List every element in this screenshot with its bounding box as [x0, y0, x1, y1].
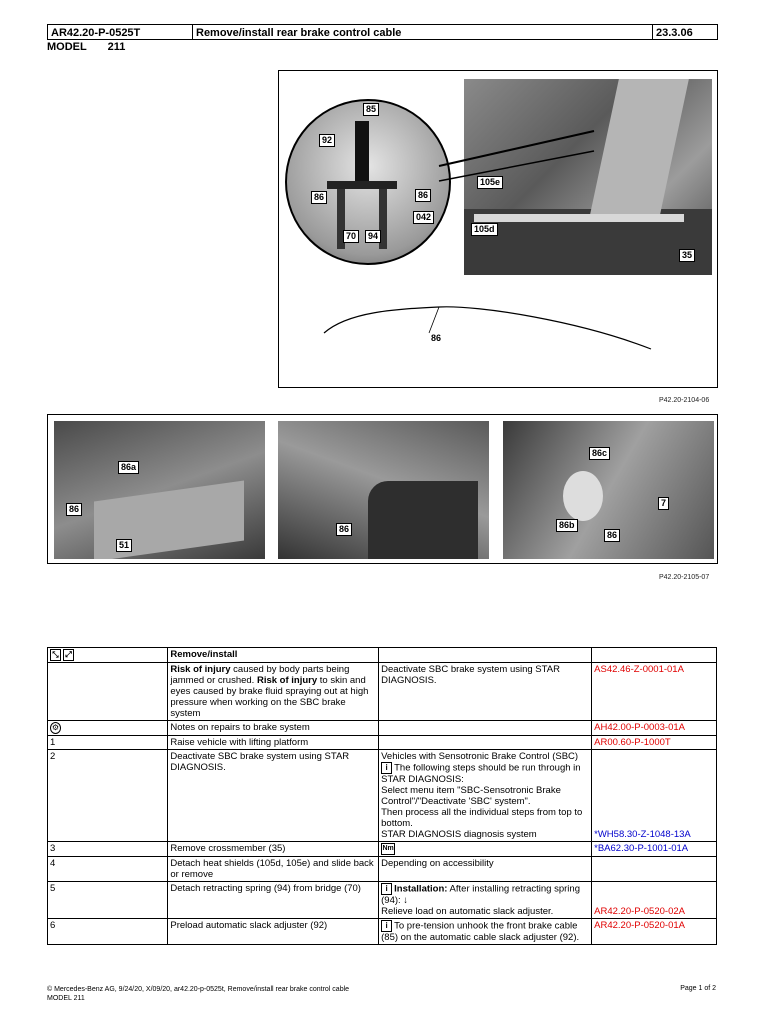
step-note	[379, 842, 592, 857]
step-note: i Installation: After installing retracting spring (94): ↓ Relieve load on automatic slack adjuster.	[379, 882, 592, 919]
steps-table	[47, 647, 717, 945]
step-description: Notes on repairs to brake system	[168, 721, 379, 736]
model-label: MODEL	[47, 41, 87, 53]
step-note: Deactivate SBC brake system using STAR DIAGNOSIS.	[379, 663, 592, 721]
step-reference-link[interactable]: AR42.20-P-0520-02A	[592, 882, 717, 919]
photo-middle	[278, 421, 489, 559]
step-description: Detach retracting spring (94) from bridge (70)	[168, 882, 379, 919]
table-row	[48, 750, 717, 842]
step-number: 4	[48, 857, 168, 882]
callout-105d: 105d	[471, 223, 498, 236]
footer	[47, 985, 349, 1003]
callout-86a: 86a	[118, 461, 139, 474]
figure-1-ref: P42.20-2104-06	[659, 397, 710, 404]
install-icon: ⤢	[63, 649, 74, 661]
model-line	[47, 41, 125, 53]
callout-86-right: 86	[415, 189, 431, 202]
table-row	[48, 842, 717, 857]
callout-86-fig2-right: 86	[604, 529, 620, 542]
callout-51: 51	[116, 539, 132, 552]
figure-1	[278, 70, 718, 388]
step-description: Deactivate SBC brake system using STAR DIAGNOSIS.	[168, 750, 379, 842]
notes-icon: ⚙	[51, 723, 60, 732]
step-number	[48, 721, 168, 736]
step-number: 2	[48, 750, 168, 842]
info-icon: i	[381, 883, 392, 895]
step-note: Depending on accessibility	[379, 857, 592, 882]
callout-86-fig2-middle: 86	[336, 523, 352, 536]
figure-2	[47, 414, 718, 564]
callout-7: 7	[658, 497, 669, 510]
photo-left	[54, 421, 265, 559]
table-row	[48, 663, 717, 721]
callout-86-left: 86	[311, 191, 327, 204]
page-number: Page 1 of 2	[680, 985, 716, 992]
header-remove-install: Remove/install	[168, 648, 379, 663]
callout-94: 94	[365, 230, 381, 243]
step-number: 6	[48, 919, 168, 945]
callout-70: 70	[343, 230, 359, 243]
callout-86b: 86b	[556, 519, 578, 532]
step-reference-link	[592, 857, 717, 882]
callout-85: 85	[363, 103, 379, 116]
table-row	[48, 857, 717, 882]
remove-icon: ⤡	[50, 649, 61, 661]
step-reference-link[interactable]: AR00.60-P-1000T	[592, 736, 717, 750]
step-description: Remove crossmember (35)	[168, 842, 379, 857]
step-number: 3	[48, 842, 168, 857]
step-reference-link[interactable]: AS42.46-Z-0001-01A	[592, 663, 717, 721]
info-icon: i	[381, 920, 392, 932]
step-description: Preload automatic slack adjuster (92)	[168, 919, 379, 945]
model-value: 211	[107, 41, 126, 53]
doc-id: AR42.20-P-0525T	[47, 24, 193, 40]
step-description: Detach heat shields (105d, 105e) and slide back or remove	[168, 857, 379, 882]
step-description: Raise vehicle with lifting platform	[168, 736, 379, 750]
figure-2-ref: P42.20-2105-07	[659, 574, 710, 581]
step-note	[379, 721, 592, 736]
torque-icon: Nm	[381, 843, 395, 855]
step-reference-link[interactable]: AH42.00-P-0003-01A	[592, 721, 717, 736]
doc-date: 23.3.06	[652, 24, 718, 40]
step-note: i To pre-tension unhook the front brake cable (85) on the automatic cable slack adjuster (92).	[379, 919, 592, 945]
callout-86c: 86c	[589, 447, 610, 460]
footer-model: MODEL 211	[47, 995, 85, 1002]
footer-copyright: © Mercedes-Benz AG, 9/24/20, X/09/20, ar42.20-p-0525t, Remove/install rear brake control cable	[47, 986, 350, 993]
table-row	[48, 919, 717, 945]
step-number: 5	[48, 882, 168, 919]
header-empty-4	[592, 648, 717, 663]
info-icon: i	[381, 762, 392, 774]
step-warning: Risk of injury caused by body parts being jammed or crushed. Risk of injury to skin and eyes caused by brake fluid spraying out at high pressure when working on the SBC brake system	[168, 663, 379, 721]
header-empty-3	[379, 648, 592, 663]
step-reference-link[interactable]: AR42.20-P-0520-01A	[592, 919, 717, 945]
table-row	[48, 882, 717, 919]
table-row	[48, 736, 717, 750]
table-header-row	[48, 648, 717, 663]
step-note	[379, 736, 592, 750]
callout-35: 35	[679, 249, 695, 262]
step-reference-link[interactable]: *BA62.30-P-1001-01A	[592, 842, 717, 857]
table-row	[48, 721, 717, 736]
step-reference-link[interactable]: *WH58.30-Z-1048-13A	[592, 750, 717, 842]
callout-042: 042	[413, 211, 434, 224]
step-note: Vehicles with Sensotronic Brake Control (SBC) i The following steps should be run through in STAR DIAGNOSIS: Select menu item "SBC-Sensotronic Brake Control"/"Deactivate 'SBC' system". Then process all the individual steps from top to bottom. STAR DIAGNOSIS diagnosis system	[379, 750, 592, 842]
callout-86-cable: 86	[431, 333, 442, 343]
callout-105e: 105e	[477, 176, 503, 189]
callout-92: 92	[319, 134, 335, 147]
header-icons-cell	[48, 648, 168, 663]
callout-86-fig2-left: 86	[66, 503, 82, 516]
step-number: 1	[48, 736, 168, 750]
step-number	[48, 663, 168, 721]
doc-title: Remove/install rear brake control cable	[192, 24, 653, 40]
